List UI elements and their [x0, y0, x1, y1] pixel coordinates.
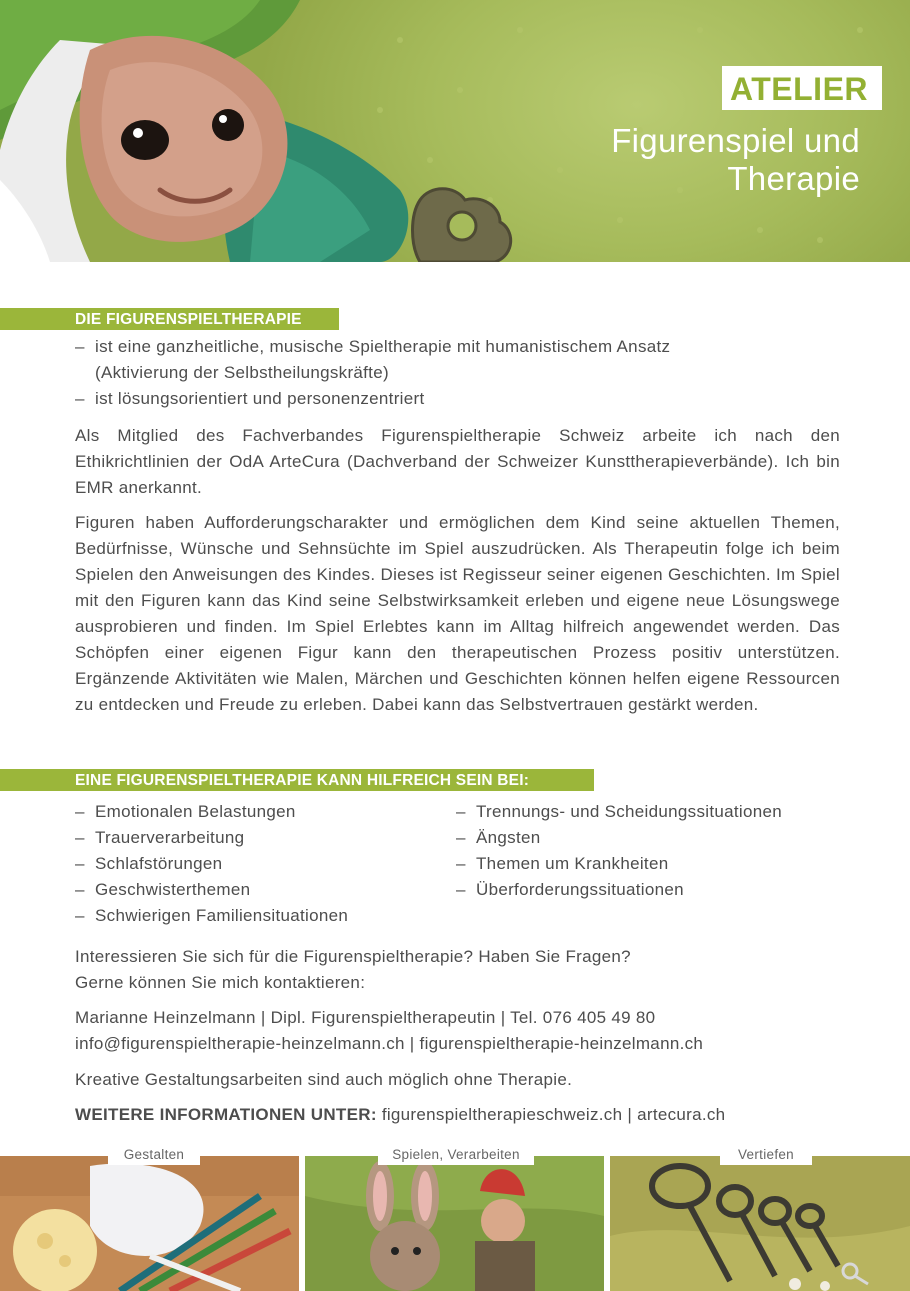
dash-bullet: –: [75, 880, 85, 899]
list-item: [75, 903, 445, 929]
list-item-text: Schlafstörungen: [95, 854, 223, 873]
list-item: [75, 334, 840, 360]
hero-banner: [0, 0, 910, 262]
dash-bullet: –: [75, 389, 85, 408]
keys-image: [610, 1156, 910, 1291]
more-info-links[interactable]: figurenspieltherapieschweiz.ch | artecura.ch: [376, 1105, 726, 1124]
dash-bullet: –: [75, 337, 85, 356]
photo-vertiefen: [610, 1156, 910, 1291]
more-info: [75, 1102, 840, 1128]
contact-question: [75, 944, 840, 996]
photo-gestalten: [0, 1156, 299, 1291]
therapy-feature-list: [75, 334, 840, 412]
puppets-image: [305, 1156, 604, 1291]
dash-bullet: –: [75, 828, 85, 847]
list-item: [75, 386, 840, 412]
section-heading-helpful: EINE FIGURENSPIELTHERAPIE KANN HILFREICH SEIN BEI:: [0, 769, 594, 791]
list-item-text: Trennungs- und Scheidungssituationen: [476, 802, 782, 821]
list-item-text: Geschwisterthemen: [95, 880, 251, 899]
membership-paragraph: Als Mitglied des Fachverbandes Figurenspieltherapie Schweiz arbeite ich nach den Ethikrichtlinien der OdA ArteCura (Dachverband der Schweizer Kunsttherapieverbände). Ich bin EMR anerkannt.: [75, 426, 840, 497]
list-item: [75, 825, 445, 851]
list-item-text: Ängsten: [476, 828, 541, 847]
list-item-text: ist eine ganzheitliche, musische Spieltherapie mit humanistischem Ansatz: [95, 337, 671, 356]
list-item-text: Emotionalen Belastungen: [95, 802, 296, 821]
photo-label-spielen: Spielen, Verarbeiten: [378, 1145, 534, 1165]
list-item: [75, 851, 445, 877]
figures-paragraph: Figuren haben Aufforderungscharakter und ermöglichen dem Kind seine aktuellen Themen, Bedürfnisse, Wünsche und Sehnsüchte im Spiel auszudrücken. Als Therapeutin folge ich beim Spielen den Anweisungen des Kindes. Dieses ist Regisseur seiner eigenen Geschichten. Im Spiel mit den Figuren kann das Kind seine Selbstwirksamkeit erleben und eigene neue Lösungswege ausprobieren und finden. Im Spiel Erlebtes kann im Alltag hilfreich angewendet werden. Das Schöpfen einer eigenen Figur kann den therapeutischen Prozess positiv unterstützen. Ergänzende Aktivitäten wie Malen, Märchen und Geschichten können helfen eigene Ressourcen zu entdecken und Freude zu erleben. Dabei kann das Selbstvertrauen gestärkt werden.: [75, 513, 840, 714]
question-line-2: Gerne können Sie mich kontaktieren:: [75, 973, 366, 992]
dash-bullet: –: [456, 880, 466, 899]
photo-label-gestalten: Gestalten: [108, 1145, 200, 1165]
list-item-text: Schwierigen Familiensituationen: [95, 906, 349, 925]
atelier-badge: ATELIER: [722, 66, 882, 110]
dash-bullet: –: [456, 854, 466, 873]
list-item: [456, 825, 876, 851]
helpful-list-left: [75, 799, 445, 929]
title-line-2: Therapie: [727, 160, 860, 197]
dash-bullet: –: [456, 802, 466, 821]
list-item: [456, 799, 876, 825]
contact-name-phone: Marianne Heinzelmann | Dipl. Figurenspieltherapeutin | Tel. 076 405 49 80: [75, 1008, 656, 1027]
list-item-continuation: (Aktivierung der Selbstheilungskräfte): [95, 363, 389, 382]
list-item-text: Themen um Krankheiten: [476, 854, 669, 873]
crafting-tools-image: [0, 1156, 299, 1291]
list-item: [456, 877, 876, 903]
list-item: [456, 851, 876, 877]
section-heading-therapy: DIE FIGURENSPIELTHERAPIE: [0, 308, 339, 330]
dash-bullet: –: [75, 802, 85, 821]
contact-email-web[interactable]: info@figurenspieltherapie-heinzelmann.ch | figurenspieltherapie-heinzelmann.ch: [75, 1034, 704, 1053]
title-line-1: Figurenspiel und: [611, 122, 860, 159]
photo-label-vertiefen: Vertiefen: [720, 1145, 812, 1165]
page-title: [520, 122, 860, 198]
photo-spielen: [305, 1156, 604, 1291]
list-item-text: ist lösungsorientiert und personenzentriert: [95, 389, 425, 408]
creative-note: Kreative Gestaltungsarbeiten sind auch möglich ohne Therapie.: [75, 1070, 573, 1089]
list-item-text: Trauerverarbeitung: [95, 828, 245, 847]
dash-bullet: –: [456, 828, 466, 847]
list-item-text: Überforderungssituationen: [476, 880, 684, 899]
dash-bullet: –: [75, 906, 85, 925]
list-item: [75, 877, 445, 903]
dash-bullet: –: [75, 854, 85, 873]
question-line-1: Interessieren Sie sich für die Figurenspieltherapie? Haben Sie Fragen?: [75, 947, 631, 966]
contact-details: [75, 1005, 840, 1057]
more-info-label: WEITERE INFORMATIONEN UNTER:: [75, 1105, 377, 1124]
helpful-list-right: [456, 799, 876, 903]
list-item: [75, 799, 445, 825]
